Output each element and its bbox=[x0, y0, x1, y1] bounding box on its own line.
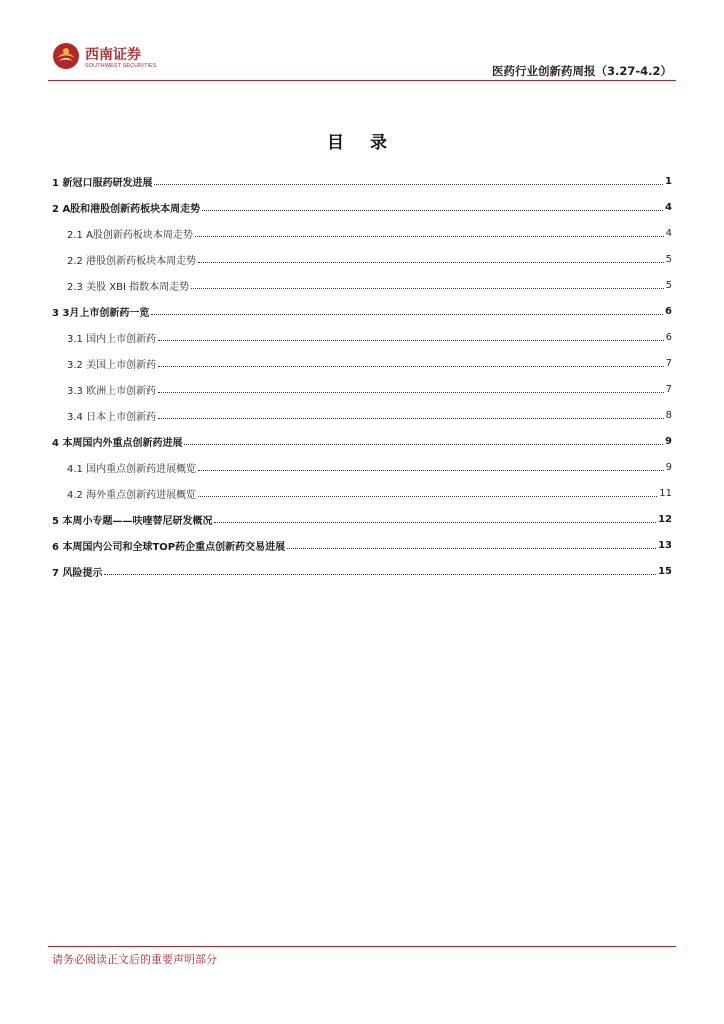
toc-entry-label: 3.3 欧洲上市创新药 bbox=[67, 385, 157, 397]
toc-entry-page: 7 bbox=[665, 383, 672, 395]
toc-entry-page: 13 bbox=[658, 539, 672, 551]
toc-entry-label: 6 本周国内公司和全球TOP药企重点创新药交易进展 bbox=[52, 541, 286, 553]
toc-entry-label: 2 A股和港股创新药板块本周走势 bbox=[52, 203, 201, 215]
toc-dot-leader bbox=[151, 314, 663, 315]
toc-entry-page: 12 bbox=[658, 513, 672, 525]
footer-disclaimer: 请务必阅读正文后的重要声明部分 bbox=[52, 953, 217, 966]
toc-dot-leader bbox=[158, 366, 664, 367]
toc-entry[interactable] bbox=[52, 454, 672, 480]
toc-entry[interactable] bbox=[52, 376, 672, 402]
toc-entry[interactable] bbox=[52, 532, 672, 558]
toc-entry-page: 1 bbox=[665, 175, 672, 187]
toc-dot-leader bbox=[158, 392, 664, 393]
table-of-contents bbox=[52, 168, 672, 584]
toc-heading: 目 录 bbox=[327, 133, 397, 153]
footer-divider bbox=[48, 946, 676, 947]
toc-dot-leader bbox=[198, 470, 664, 471]
toc-entry[interactable] bbox=[52, 220, 672, 246]
brand-name-cn: 西南证券 bbox=[85, 47, 141, 63]
toc-entry-label: 1 新冠口服药研发进展 bbox=[52, 177, 153, 189]
toc-entry-page: 4 bbox=[665, 201, 672, 213]
header-divider bbox=[48, 80, 676, 81]
toc-dot-leader bbox=[214, 522, 656, 523]
toc-dot-leader bbox=[202, 210, 663, 211]
toc-entry-page: 11 bbox=[659, 487, 672, 499]
toc-entry-page: 8 bbox=[665, 409, 672, 421]
toc-entry[interactable] bbox=[52, 558, 672, 584]
toc-dot-leader bbox=[158, 418, 664, 419]
toc-entry-label: 2.1 A股创新药板块本周走势 bbox=[67, 229, 193, 241]
toc-entry-page: 9 bbox=[665, 435, 672, 447]
toc-dot-leader bbox=[191, 288, 664, 289]
toc-entry-page: 4 bbox=[665, 227, 672, 239]
southwest-securities-logo-icon bbox=[52, 42, 80, 70]
toc-dot-leader bbox=[287, 548, 656, 549]
toc-dot-leader bbox=[195, 236, 664, 237]
toc-entry[interactable] bbox=[52, 324, 672, 350]
toc-entry-label: 4 本周国内外重点创新药进展 bbox=[52, 437, 183, 449]
toc-entry[interactable] bbox=[52, 350, 672, 376]
toc-dot-leader bbox=[184, 444, 663, 445]
toc-entry-page: 6 bbox=[665, 331, 672, 343]
toc-entry-label: 4.2 海外重点创新药进展概览 bbox=[67, 489, 197, 501]
toc-entry[interactable] bbox=[52, 272, 672, 298]
toc-entry-page: 6 bbox=[665, 305, 672, 317]
toc-entry[interactable] bbox=[52, 506, 672, 532]
toc-entry[interactable] bbox=[52, 402, 672, 428]
brand-logo bbox=[52, 42, 162, 76]
toc-entry[interactable] bbox=[52, 246, 672, 272]
toc-entry-page: 5 bbox=[665, 253, 672, 265]
toc-entry-label: 5 本周小专题——呋喹替尼研发概况 bbox=[52, 515, 213, 527]
toc-dot-leader bbox=[198, 262, 664, 263]
toc-entry[interactable] bbox=[52, 428, 672, 454]
toc-entry-page: 15 bbox=[658, 565, 672, 577]
toc-entry-label: 3 3月上市创新药一览 bbox=[52, 307, 150, 319]
toc-entry-label: 4.1 国内重点创新药进展概览 bbox=[67, 463, 197, 475]
toc-entry-label: 3.4 日本上市创新药 bbox=[67, 411, 157, 423]
toc-dot-leader bbox=[158, 340, 664, 341]
toc-entry-label: 2.2 港股创新药板块本周走势 bbox=[67, 255, 197, 267]
toc-dot-leader bbox=[154, 184, 663, 185]
toc-entry-page: 9 bbox=[665, 461, 672, 473]
toc-entry-label: 3.1 国内上市创新药 bbox=[67, 333, 157, 345]
toc-entry-label: 3.2 美国上市创新药 bbox=[67, 359, 157, 371]
toc-entry-page: 7 bbox=[665, 357, 672, 369]
toc-entry[interactable] bbox=[52, 168, 672, 194]
toc-dot-leader bbox=[104, 574, 656, 575]
brand-name-en: SOUTHWEST SECURITIES bbox=[85, 63, 157, 69]
toc-entry[interactable] bbox=[52, 194, 672, 220]
toc-entry-page: 5 bbox=[665, 279, 672, 291]
toc-entry-label: 7 风险提示 bbox=[52, 567, 103, 579]
toc-entry[interactable] bbox=[52, 480, 672, 506]
toc-entry[interactable] bbox=[52, 298, 672, 324]
toc-entry-label: 2.3 美股 XBI 指数本周走势 bbox=[67, 281, 190, 293]
toc-dot-leader bbox=[198, 496, 657, 497]
report-title: 医药行业创新药周报（3.27-4.2） bbox=[491, 64, 672, 78]
